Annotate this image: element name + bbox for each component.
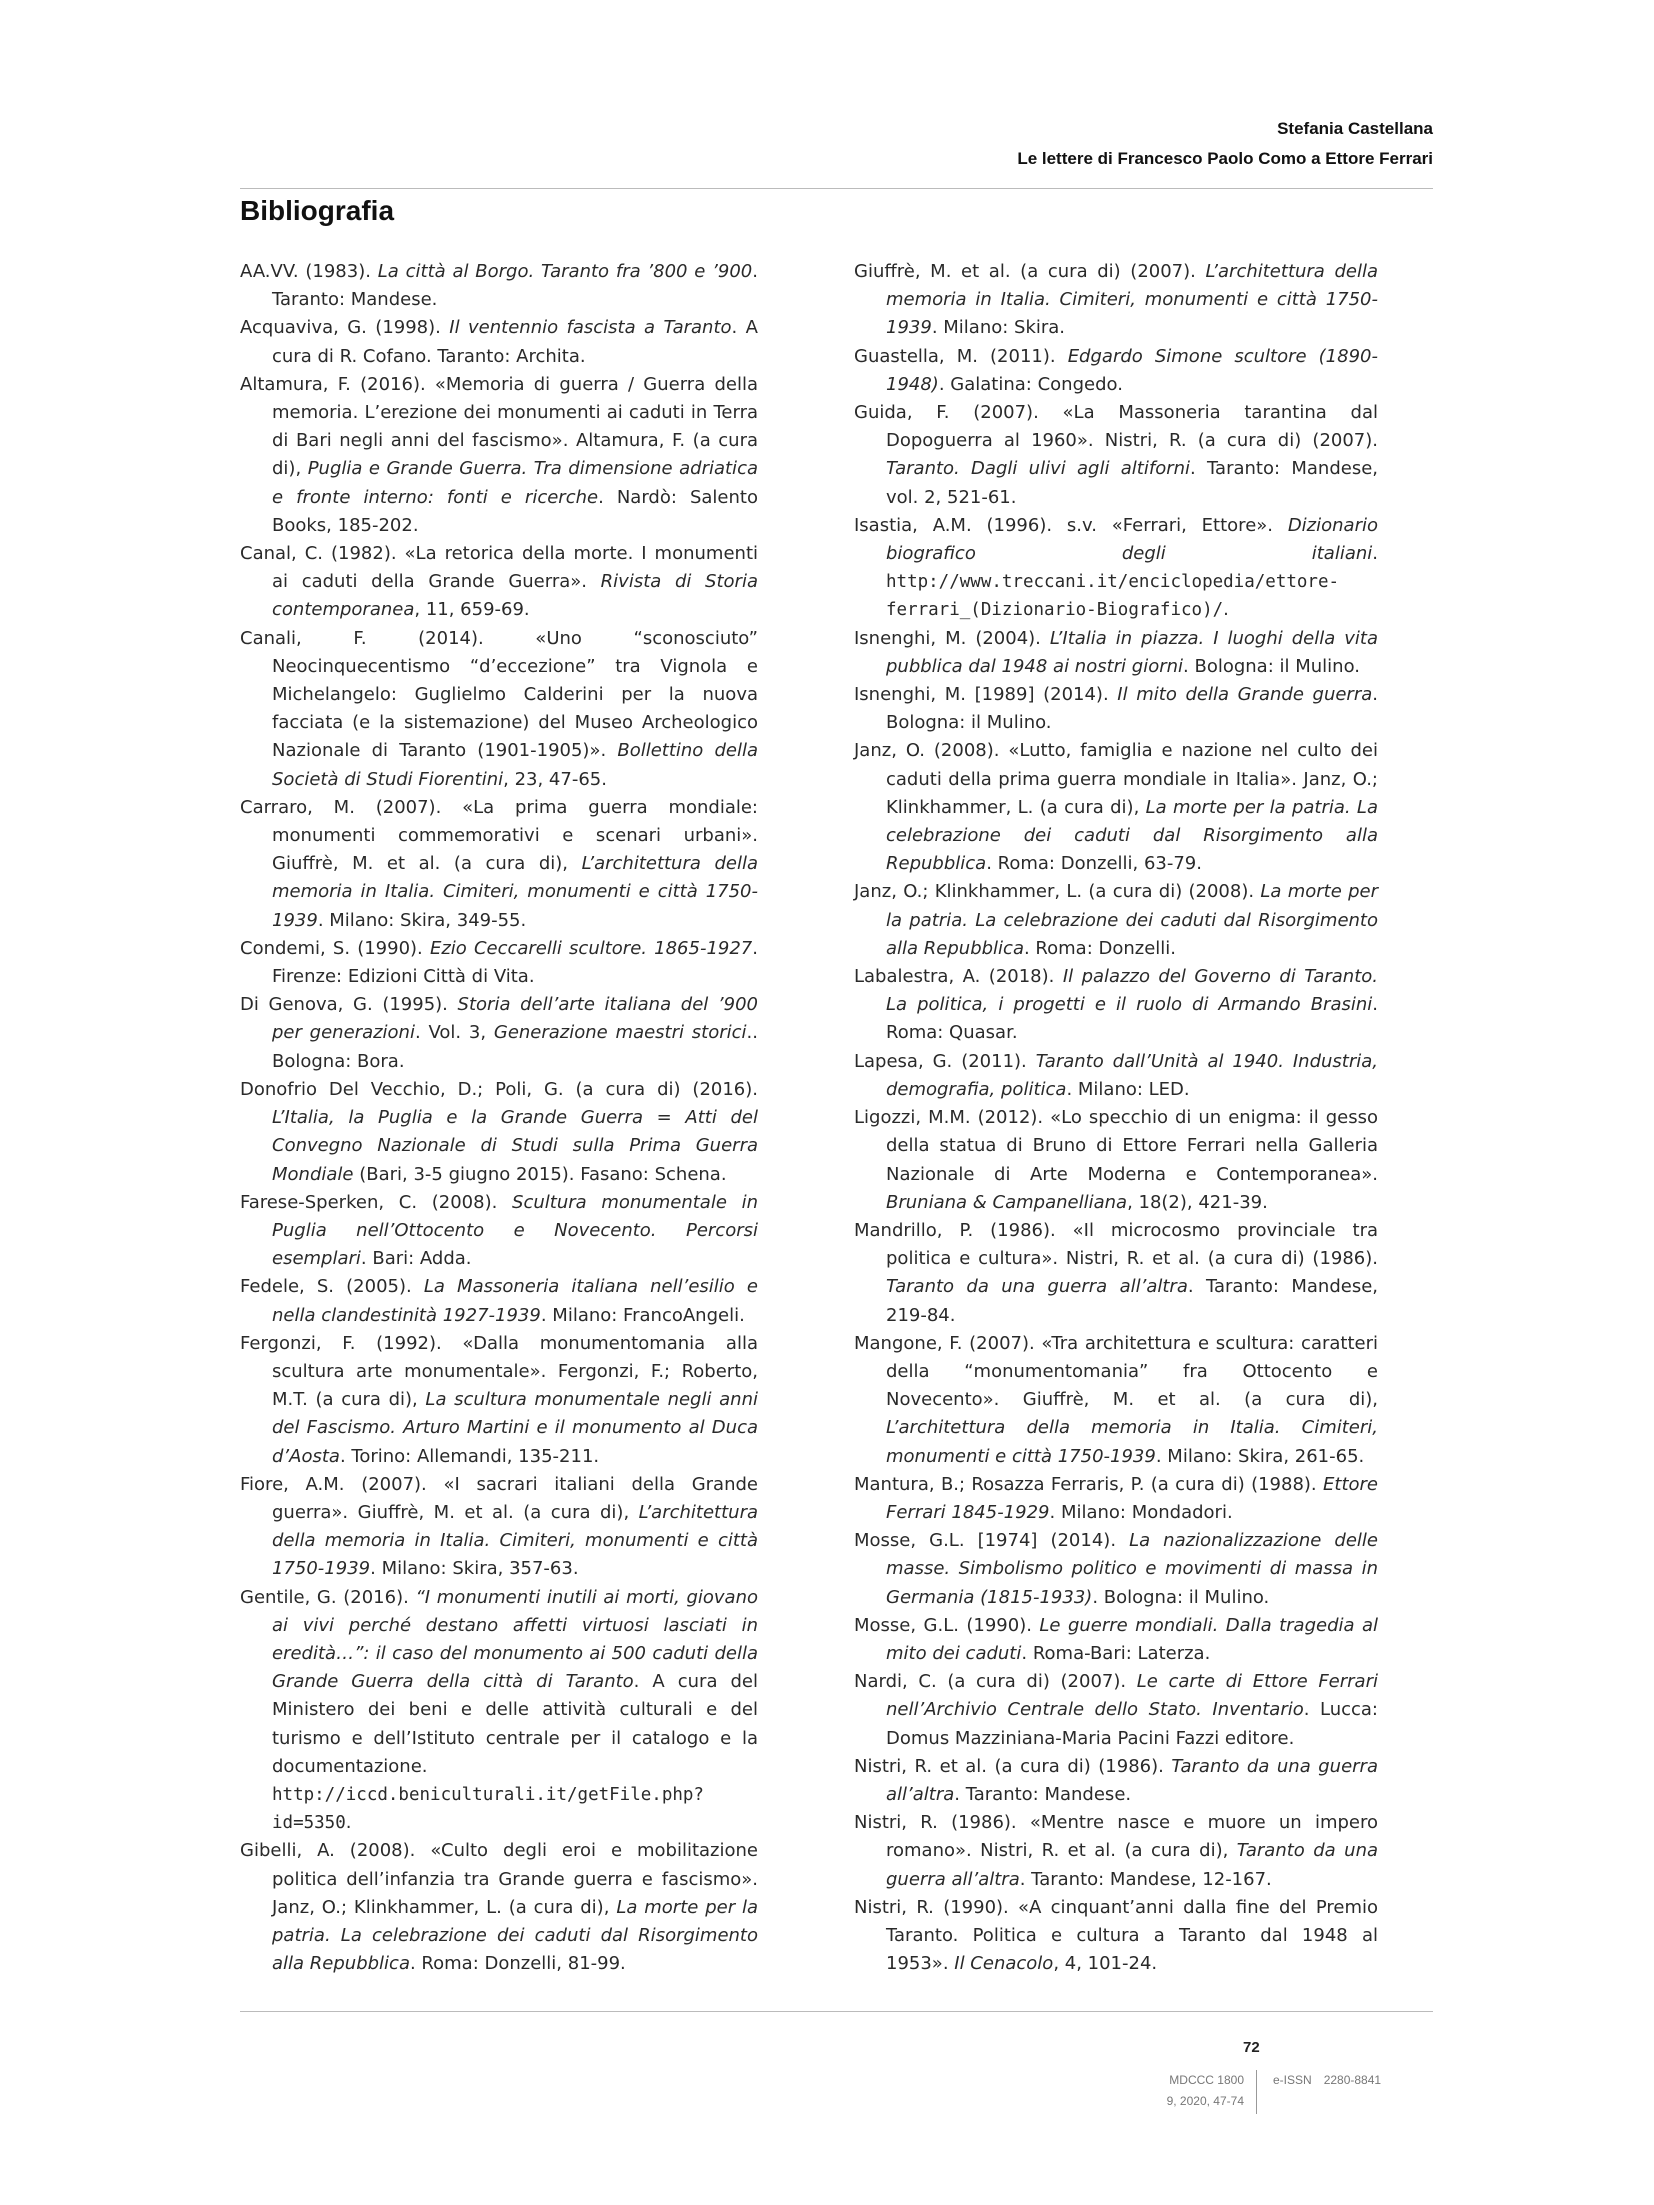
entry-text: . Bologna: il Mulino. — [886, 684, 1378, 734]
entry-text: Lapesa, G. (2011). — [854, 1050, 1036, 1072]
issn-info — [1273, 2070, 1381, 2091]
journal-info — [1162, 2070, 1244, 2112]
bibliography-entry — [854, 1217, 1378, 1330]
entry-text: AA.VV. (1983). — [240, 261, 378, 282]
entry-text: Nardi, C. (a cura di) (2007). — [854, 1671, 1137, 1693]
entry-text: Fergonzi, F. (1992). «Dalla monumentomania alla scultura arte monumentale». Fergonzi, F.; Roberto, M.T. (a cura di), — [240, 1332, 758, 1411]
bibliography-entry — [240, 258, 758, 314]
entry-text: . Milano: LED. — [1066, 1078, 1190, 1100]
entry-text: Carraro, M. (2007). «La prima guerra mondiale: monumenti commemorativi e scenari urbani». Giuffrè, M. et al. (a cura di), — [240, 796, 758, 875]
bibliography-entry — [854, 399, 1378, 512]
entry-text: . — [1372, 543, 1378, 565]
entry-italic-title: La morte per la patria. La celebrazione dei caduti dal Risorgimento alla Repubblica — [886, 881, 1378, 959]
entry-text: . — [1223, 599, 1229, 621]
header-author: Stefania Castellana — [1277, 119, 1433, 138]
bibliography-right-column — [854, 258, 1378, 1978]
issn-label: e-ISSN — [1273, 2073, 1312, 2087]
entry-text: Nistri, R. et al. (a cura di) (1986). — [854, 1755, 1172, 1777]
bibliography-entry — [854, 1668, 1378, 1753]
entry-text: Isastia, A.M. (1996). s.v. «Ferrari, Ettore». — [854, 514, 1288, 536]
header-article-title: Le lettere di Francesco Paolo Como a Ettore Ferrari — [1017, 149, 1433, 168]
entry-italic-title: La nazionalizzazione delle masse. Simbolismo politico e movimenti di massa in Germania (1815-1933) — [886, 1530, 1378, 1608]
bibliography-entry — [240, 625, 758, 794]
page-number: 72 — [1243, 2039, 1260, 2056]
entry-italic-title: L’Italia in piazza. I luoghi della vita pubblica dal 1948 ai nostri giorni — [886, 627, 1378, 677]
bibliography-entry — [854, 1527, 1378, 1612]
entry-italic-title: “I monumenti inutili ai morti, giovano ai vivi perché destano affetti virtuosi lasciati in eredità…”: il caso del monumento ai 500 caduti della Grande Guerra della città di Taranto — [272, 1586, 758, 1693]
entry-text: . Nardò: Salento Books, 185-202. — [272, 486, 758, 536]
bibliography-entry — [854, 512, 1378, 625]
entry-text: Labalestra, A. (2018). — [854, 966, 1063, 988]
entry-text: . Milano: Skira. — [931, 317, 1066, 339]
footer-divider — [240, 2011, 1433, 2012]
entry-italic-title: L’architettura della memoria in Italia. Cimiteri, monumenti e città 1750-1939 — [886, 1417, 1378, 1467]
entry-text: Canal, C. (1982). «La retorica della morte. I monumenti ai caduti della Grande Guerra». — [240, 543, 758, 593]
running-header — [1017, 114, 1433, 174]
entry-text: . Milano: Skira, 357-63. — [370, 1558, 579, 1580]
bibliography-entry — [240, 314, 758, 370]
entry-text: . Milano: Skira, 261-65. — [1155, 1445, 1365, 1467]
bibliography-entry — [854, 1809, 1378, 1894]
entry-text: Isnenghi, M. (2004). — [854, 627, 1050, 649]
entry-text: , 4, 101-24. — [1053, 1953, 1158, 1975]
bibliography-entry — [854, 1471, 1378, 1527]
entry-text: , 23, 47-65. — [503, 768, 607, 790]
entry-italic-title: Bollettino della Società di Studi Fiorentini — [272, 740, 758, 790]
entry-text: . Milano: Mondadori. — [1049, 1501, 1233, 1523]
entry-text: . Roma: Donzelli, 63-79. — [986, 853, 1202, 875]
bibliography-entry — [854, 878, 1378, 963]
entry-text: Nistri, R. (1990). «A cinquant’anni dalla fine del Premio Taranto. Politica e cultura a Taranto dal 1948 al 1953». — [854, 1896, 1378, 1975]
entry-italic-title: L’architettura della memoria in Italia. Cimiteri, monumenti e città 1750-1939 — [272, 853, 758, 931]
entry-text: . Taranto: Mandese, 12-167. — [1019, 1868, 1272, 1890]
bibliography-entry — [240, 371, 758, 540]
entry-text: Mantura, B.; Rosazza Ferraris, P. (a cura di) (1988). — [854, 1473, 1324, 1495]
entry-italic-title: Edgardo Simone scultore (1890-1948) — [886, 345, 1378, 395]
entry-text: . Roma: Donzelli, 81-99. — [409, 1953, 626, 1975]
bibliography-entry — [240, 1471, 758, 1584]
entry-text: . Torino: Allemandi, 135-211. — [339, 1445, 600, 1467]
entry-text: . A cura del Ministero dei beni e delle attività culturali e del turismo e dell’Istituto centrale per il catalogo e la documentazione. — [272, 1671, 758, 1777]
entry-text: , 11, 659-69. — [414, 599, 530, 621]
bibliography-entry — [854, 963, 1378, 1048]
bibliography-entry — [854, 1894, 1378, 1979]
entry-text: Fedele, S. (2005). — [240, 1276, 424, 1298]
entry-italic-title: L’architettura della memoria in Italia. Cimiteri, monumenti e città 1750-1939 — [272, 1501, 758, 1580]
entry-italic-title: La morte per la patria. La celebrazione dei caduti dal Risorgimento alla Repubblica — [272, 1896, 759, 1975]
entry-text: , 18(2), 421-39. — [1127, 1191, 1268, 1213]
bibliography-entry — [854, 343, 1378, 399]
entry-text: . Bari: Adda. — [360, 1248, 472, 1270]
bibliography-entry — [240, 1584, 758, 1838]
entry-text: . Taranto: Mandese, 219-84. — [886, 1276, 1379, 1326]
entry-italic-title: L’Italia, la Puglia e la Grande Guerra = Atti del Convegno Nazionale di Studi sulla Prima Guerra Mondiale — [272, 1107, 758, 1185]
entry-text: Guida, F. (2007). «La Massoneria tarantina dal Dopoguerra al 1960». Nistri, R. (a cura di) (2007). — [854, 402, 1378, 452]
entry-text: Isnenghi, M. [1989] (2014). — [854, 684, 1118, 706]
entry-text: . Lucca: Domus Mazziniana-Maria Pacini Fazzi editore. — [886, 1699, 1378, 1749]
entry-italic-title: Il Cenacolo — [954, 1953, 1054, 1975]
entry-text: . Firenze: Edizioni Città di Vita. — [272, 937, 758, 988]
entry-text: Ligozzi, M.M. (2012). «Lo specchio di un enigma: il gesso della statua di Bruno di Ettore Ferrari nella Galleria Nazionale di Arte Moderna e Contemporanea». — [854, 1107, 1378, 1185]
section-title: Bibliografia — [240, 195, 395, 226]
entry-text: . Bologna: il Mulino. — [1092, 1586, 1270, 1608]
entry-italic-title: L’architettura della memoria in Italia. Cimiteri, monumenti e città 1750-1939 — [886, 261, 1378, 339]
entry-text: . A cura di R. Cofano. Taranto: Archita. — [272, 317, 758, 367]
journal-name: MDCCC 1800 — [1169, 2073, 1244, 2087]
entry-text: Mangone, F. (2007). «Tra architettura e scultura: caratteri della “monumentomania” fra Ottocento e Novecento». Giuffrè, M. et al. (a cura di), — [854, 1332, 1378, 1411]
bibliography-entry — [240, 991, 758, 1076]
entry-text: Mosse, G.L. (1990). — [854, 1614, 1040, 1636]
entry-text: . Roma: Quasar. — [886, 994, 1378, 1044]
entry-text: Farese-Sperken, C. (2008). — [240, 1191, 513, 1213]
entry-italic-title: Taranto da una guerra all’altra — [886, 1755, 1378, 1805]
entry-text: . Roma: Donzelli. — [1023, 937, 1177, 959]
entry-text: Mandrillo, P. (1986). «Il microcosmo provinciale tra politica e cultura». Nistri, R. et al. (a cura di) (1986). — [854, 1219, 1378, 1270]
entry-italic-title: Generazione maestri storici — [493, 1022, 747, 1044]
entry-text: Giuffrè, M. et al. (a cura di) (2007). — [854, 261, 1206, 282]
entry-italic-title: Taranto da una guerra all’altra — [886, 1840, 1379, 1890]
bibliography-entry — [240, 1189, 758, 1274]
entry-text: . Bologna: il Mulino. — [1183, 655, 1360, 677]
entry-text: . Taranto: Mandese. — [272, 261, 758, 311]
entry-text: . Taranto: Mandese, vol. 2, 521-61. — [886, 458, 1378, 508]
bibliography-entry — [240, 794, 758, 935]
entry-text: Canali, F. (2014). «Uno “sconosciuto” Neocinquecentismo “d’eccezione” tra Vignola e Michelangelo: Guglielmo Calderini per la nuova facciata (e la sistemazione) del Museo Archeologico Nazionale di Taranto (1901-1905)». — [240, 627, 758, 762]
bibliography-entry — [240, 1837, 758, 1978]
bibliography-entry — [854, 1104, 1378, 1217]
entry-text: Mosse, G.L. [1974] (2014). — [854, 1530, 1130, 1552]
entry-italic-title: La morte per la patria. La celebrazione dei caduti dal Risorgimento alla Repubblica — [886, 796, 1378, 875]
entry-italic-title: Il ventennio fascista a Taranto — [449, 317, 732, 339]
entry-text: Janz, O.; Klinkhammer, L. (a cura di) (2008). — [854, 881, 1261, 903]
entry-italic-title: Taranto da una guerra all’altra — [886, 1276, 1188, 1298]
entry-italic-title: Scultura monumentale in Puglia nell’Ottocento e Novecento. Percorsi esemplari — [272, 1191, 758, 1270]
bibliography-entry — [854, 1330, 1378, 1471]
entry-italic-title: Il palazzo del Governo di Taranto. La politica, i progetti e il ruolo di Armando Brasini — [886, 966, 1378, 1016]
entry-text: Guastella, M. (2011). — [854, 345, 1068, 367]
entry-text: Altamura, F. (2016). «Memoria di guerra / Guerra della memoria. L’erezione dei monumenti ai caduti in Terra di Bari negli anni del fascismo». Altamura, F. (a cura di), — [240, 373, 758, 480]
entry-italic-title: Taranto. Dagli ulivi agli altiforni — [886, 458, 1191, 480]
entry-italic-title: Dizionario biografico degli italiani — [886, 514, 1378, 565]
bibliography-entry — [854, 625, 1378, 681]
header-divider — [240, 188, 1433, 189]
entry-text: . Taranto: Mandese. — [954, 1783, 1132, 1805]
bibliography-entry — [854, 258, 1378, 343]
entry-italic-title: Storia dell’arte italiana del ’900 per generazioni — [272, 994, 758, 1044]
issn-number: 2280-8841 — [1323, 2073, 1382, 2087]
bibliography-entry — [240, 540, 758, 625]
entry-italic-title: La Massoneria italiana nell’esilio e nella clandestinità 1927-1939 — [272, 1276, 758, 1326]
entry-text: . Vol. 3, — [414, 1022, 494, 1044]
entry-url[interactable]: http://iccd.beniculturali.it/getFile.php?id=5350 — [272, 1784, 704, 1834]
entry-text: Nistri, R. (1986). «Mentre nasce e muore un impero romano». Nistri, R. et al. (a cura di), — [854, 1812, 1378, 1862]
entry-text: . Milano: Skira, 349-55. — [317, 909, 527, 931]
bibliography-left-column — [240, 258, 758, 1978]
entry-text: Donofrio Del Vecchio, D.; Poli, G. (a cura di) (2016). — [240, 1078, 758, 1100]
entry-text: Condemi, S. (1990). — [240, 937, 430, 959]
bibliography-entry — [854, 1048, 1378, 1104]
journal-volume: 9, 2020, 47-74 — [1166, 2094, 1244, 2108]
bibliography-entry — [240, 1330, 758, 1471]
entry-text: Gibelli, A. (2008). «Culto degli eroi e mobilitazione politica dell’infanzia tra Grande guerra e fascismo». Janz, O.; Klinkhammer, L. (a cura di), — [240, 1840, 758, 1918]
entry-text: . Roma-Bari: Laterza. — [1021, 1642, 1211, 1664]
entry-text: . — [345, 1812, 352, 1834]
entry-italic-title: Puglia e Grande Guerra. Tra dimensione adriatica e fronte interno: fonti e ricerche — [272, 458, 758, 508]
entry-italic-title: Ezio Ceccarelli scultore. 1865-1927 — [429, 937, 753, 959]
entry-italic-title: Bruniana & Campanelliana — [886, 1191, 1128, 1213]
entry-italic-title: Taranto dall’Unità al 1940. Industria, demografia, politica — [886, 1050, 1378, 1100]
entry-text: Janz, O. (2008). «Lutto, famiglia e nazione nel culto dei caduti della prima guerra mondiale in Italia». Janz, O.; Klinkhammer, L. (a cura di), — [854, 740, 1378, 818]
bibliography-entry — [240, 1076, 758, 1189]
bibliography-entry — [240, 1273, 758, 1329]
bibliography-entry — [854, 1612, 1378, 1668]
entry-text: (Bari, 3-5 giugno 2015). Fasano: Schena. — [353, 1163, 727, 1185]
footer-separator — [1256, 2070, 1257, 2114]
bibliography-entry — [854, 737, 1378, 878]
bibliography-entry — [854, 681, 1378, 737]
entry-text: Fiore, A.M. (2007). «I sacrari italiani della Grande guerra». Giuffrè, M. et al. (a cura di), — [240, 1473, 758, 1523]
bibliography-entry — [854, 1753, 1378, 1809]
entry-text: . Galatina: Congedo. — [938, 373, 1123, 395]
entry-italic-title: Ettore Ferrari 1845-1929 — [886, 1473, 1378, 1523]
entry-italic-title: Rivista di Storia contemporanea — [272, 571, 758, 621]
entry-italic-title: La città al Borgo. Taranto fra ’800 e ’900 — [377, 261, 753, 282]
bibliography-entry — [240, 935, 758, 991]
entry-url[interactable]: http://www.treccani.it/enciclopedia/ettore-ferrari_(Dizionario-Biografico)/ — [886, 572, 1340, 621]
entry-text: Gentile, G. (2016). — [240, 1586, 416, 1608]
entry-text: Acquaviva, G. (1998). — [240, 317, 450, 339]
entry-italic-title: La scultura monumentale negli anni del Fascismo. Arturo Martini e il monumento al Duca d’Aosta — [272, 1389, 758, 1467]
entry-text: Di Genova, G. (1995). — [240, 994, 458, 1016]
entry-italic-title: Il mito della Grande guerra — [1117, 684, 1373, 706]
entry-italic-title: Le guerre mondiali. Dalla tragedia al mito dei caduti — [886, 1614, 1378, 1664]
entry-italic-title: Le carte di Ettore Ferrari nell’Archivio Centrale dello Stato. Inventario — [886, 1671, 1378, 1721]
entry-text: . Milano: FrancoAngeli. — [540, 1304, 745, 1326]
entry-text: .. Bologna: Bora. — [272, 1022, 758, 1072]
